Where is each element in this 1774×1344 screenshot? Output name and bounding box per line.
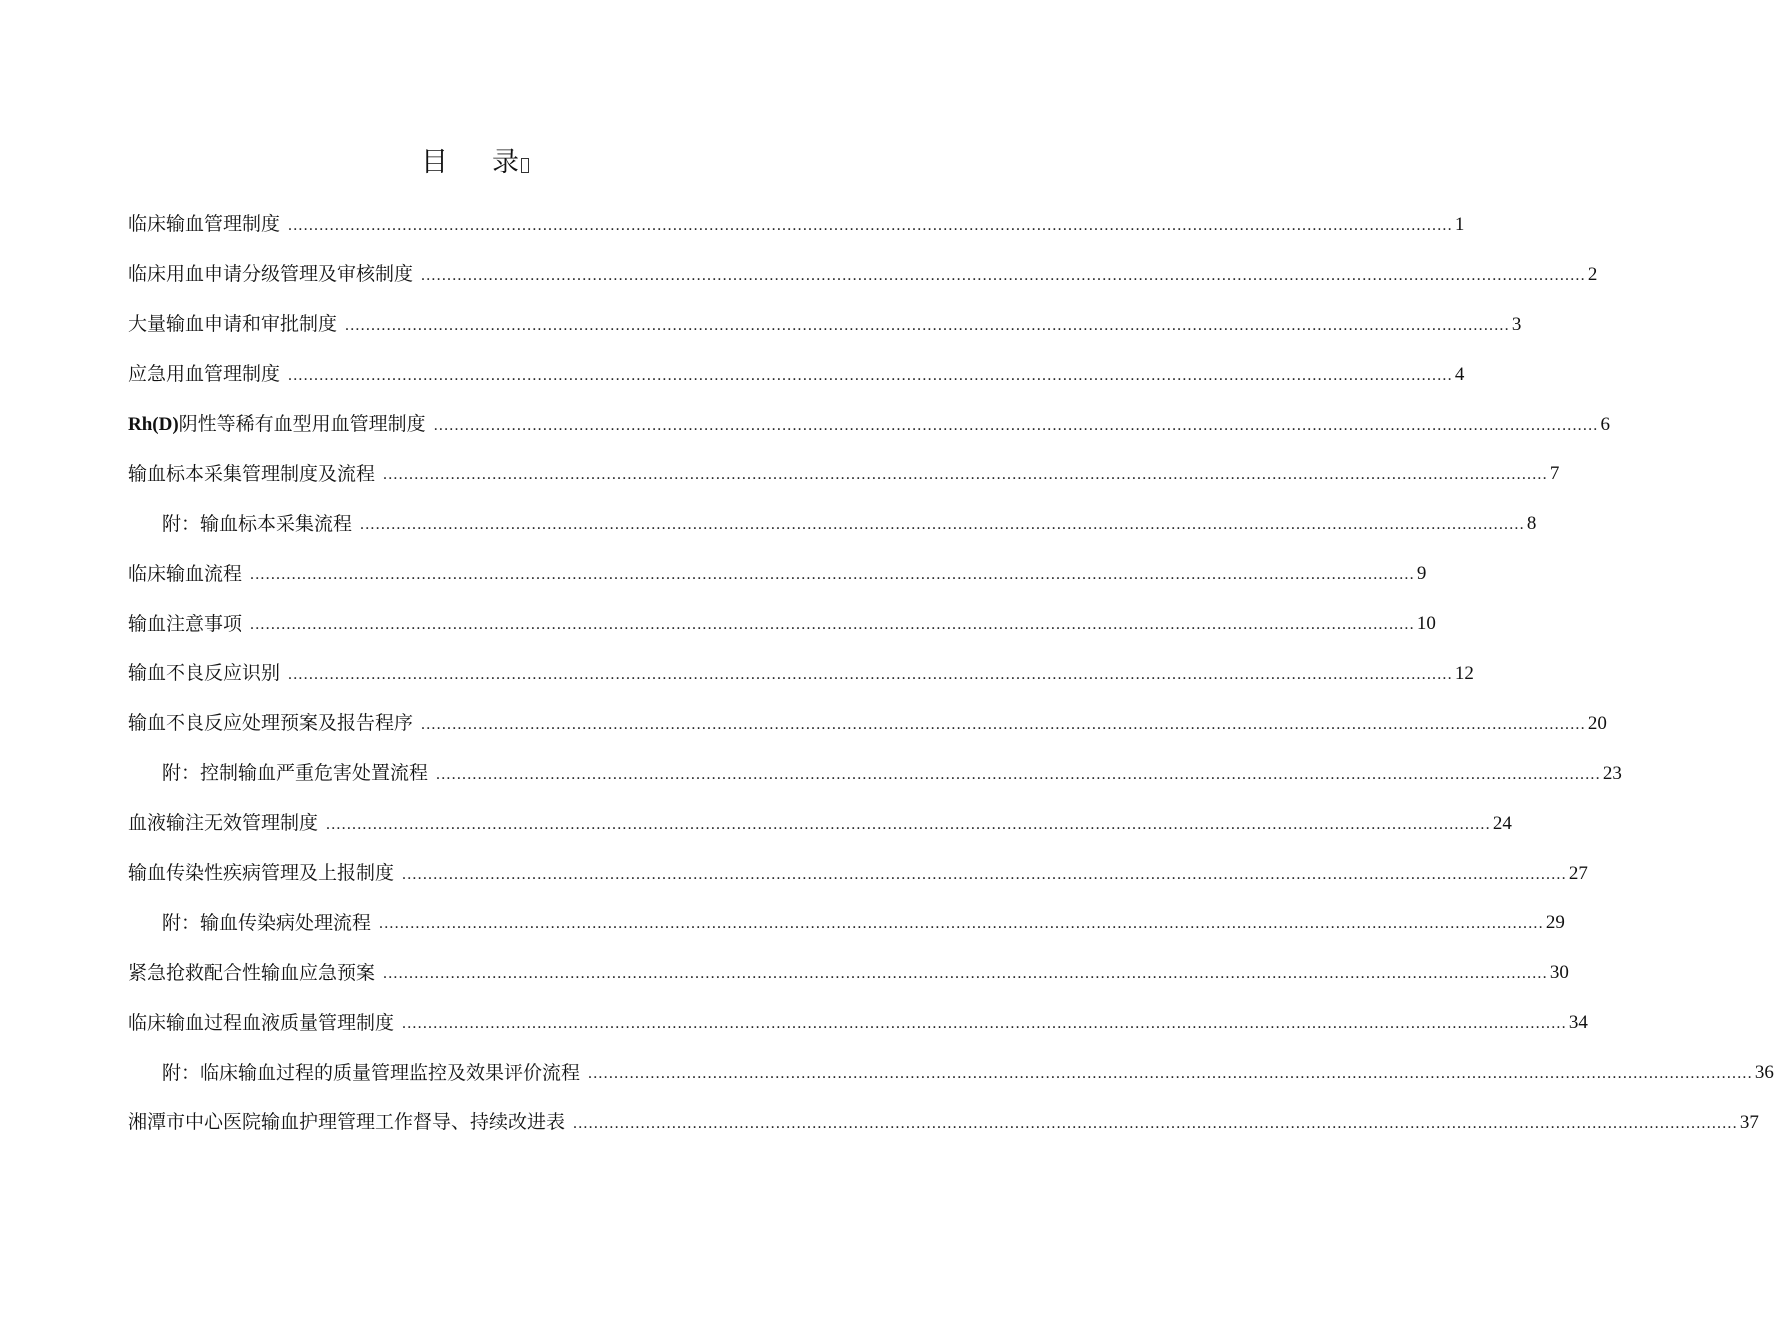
- toc-entry-18[interactable]: [128, 1048, 1774, 1098]
- toc-list: [128, 200, 1774, 1148]
- toc-entry-text: 输血不良反应处理预案及报告程序: [128, 712, 414, 735]
- toc-page-number: 27: [1568, 862, 1588, 884]
- toc-leader-dots: ................................................................................................................................................................................................................................: [288, 665, 1453, 683]
- toc-entry-label: [128, 362, 280, 387]
- toc-page-number: 10: [1416, 613, 1436, 635]
- toc-entry-3[interactable]: [128, 300, 1522, 350]
- toc-page-number: 29: [1545, 912, 1565, 934]
- toc-entry-text: 输血不良反应识别: [128, 662, 281, 685]
- toc-leader-dots: ................................................................................................................................................................................................................................: [421, 715, 1586, 733]
- toc-entry-label: [128, 612, 242, 637]
- toc-entry-text: 临床输血流程: [128, 562, 243, 585]
- toc-leader-dots: ................................................................................................................................................................................................................................: [345, 316, 1510, 334]
- toc-page-number: 3: [1511, 313, 1522, 335]
- toc-leader-dots: ................................................................................................................................................................................................................................: [360, 516, 1525, 534]
- toc-page-number: 12: [1454, 662, 1474, 684]
- toc-leader-dots: ................................................................................................................................................................................................................................: [326, 815, 1491, 833]
- toc-page-number: 1: [1454, 213, 1465, 235]
- toc-title-char-2: 录: [492, 147, 519, 178]
- toc-entry-text: 输血传染性疾病管理及上报制度: [128, 862, 395, 885]
- toc-entry-12[interactable]: [128, 749, 1622, 799]
- toc-entry-14[interactable]: [128, 849, 1588, 899]
- toc-entry-label: [128, 661, 280, 686]
- toc-entry-text: 附：输血传染病处理流程: [162, 911, 372, 934]
- toc-page-number: 23: [1602, 762, 1622, 784]
- toc-entry-19[interactable]: [128, 1098, 1759, 1148]
- toc-leader-dots: ................................................................................................................................................................................................................................: [379, 915, 1544, 933]
- toc-page-number: 24: [1492, 812, 1512, 834]
- toc-page-number: 34: [1568, 1012, 1588, 1034]
- toc-entry-5[interactable]: [128, 400, 1610, 450]
- toc-entry-7[interactable]: [128, 499, 1537, 549]
- toc-page-number: 36: [1754, 1062, 1774, 1084]
- toc-page-number: 9: [1416, 563, 1427, 585]
- toc-leader-dots: ................................................................................................................................................................................................................................: [436, 765, 1601, 783]
- toc-leader-dots: ................................................................................................................................................................................................................................: [383, 965, 1548, 983]
- toc-entry-text: 应急用血管理制度: [128, 363, 281, 386]
- toc-title-char-1: 目: [421, 147, 448, 178]
- toc-entry-8[interactable]: [128, 549, 1427, 599]
- toc-entry-6[interactable]: [128, 449, 1560, 499]
- toc-leader-dots: ................................................................................................................................................................................................................................: [573, 1114, 1738, 1132]
- toc-entry-10[interactable]: [128, 649, 1474, 699]
- toc-leader-dots: ................................................................................................................................................................................................................................: [288, 366, 1453, 384]
- toc-entry-text: 附：临床输血过程的质量管理监控及效果评价流程: [162, 1061, 581, 1084]
- toc-entry-label: [128, 312, 337, 337]
- toc-entry-text: 湘潭市中心医院输血护理管理工作督导、持续改进表: [128, 1111, 566, 1134]
- toc-entry-text: 输血标本采集管理制度及流程: [128, 462, 376, 485]
- toc-entry-label: [128, 562, 242, 587]
- toc-entry-label: [128, 711, 413, 736]
- toc-leader-dots: ................................................................................................................................................................................................................................: [421, 266, 1586, 284]
- toc-entry-label: [128, 212, 280, 237]
- toc-entry-11[interactable]: [128, 699, 1607, 749]
- toc-entry-label: [128, 861, 394, 886]
- toc-entry-label: [162, 1061, 580, 1086]
- placeholder-glyph-icon: [521, 158, 529, 173]
- toc-entry-text: 临床输血过程血液质量管理制度: [128, 1011, 395, 1034]
- toc-page-number: 2: [1587, 263, 1598, 285]
- toc-entry-label: [128, 1011, 394, 1036]
- toc-page-number: 4: [1454, 363, 1465, 385]
- toc-page-number: 6: [1600, 413, 1610, 435]
- toc-entry-label: [162, 512, 352, 537]
- toc-page-number: 20: [1587, 712, 1607, 734]
- toc-entry-text: 大量输血申请和审批制度: [128, 313, 338, 336]
- toc-entry-label: [162, 911, 371, 936]
- toc-entry-13[interactable]: [128, 799, 1512, 849]
- toc-leader-dots: ................................................................................................................................................................................................................................: [250, 616, 1415, 634]
- toc-entry-text: 临床用血申请分级管理及审核制度: [128, 263, 414, 286]
- toc-entry-15[interactable]: [128, 898, 1565, 948]
- toc-page-number: 37: [1739, 1111, 1759, 1133]
- toc-page-number: 7: [1549, 463, 1560, 485]
- toc-entry-1[interactable]: [128, 200, 1465, 250]
- toc-page-number: 8: [1526, 513, 1537, 535]
- toc-entry-text: 血液输注无效管理制度: [128, 812, 319, 835]
- toc-entry-label: [128, 412, 426, 437]
- toc-entry-text: 临床输血管理制度: [128, 213, 281, 236]
- toc-entry-text: 阴性等稀有血型用血管理制度: [178, 413, 426, 435]
- toc-entry-label: [128, 961, 375, 986]
- toc-entry-prefix: Rh(D): [128, 414, 179, 435]
- toc-entry-9[interactable]: [128, 599, 1436, 649]
- toc-entry-text: 附：控制输血严重危害处置流程: [162, 762, 429, 785]
- toc-leader-dots: ................................................................................................................................................................................................................................: [433, 416, 1599, 434]
- toc-title: [0, 140, 950, 179]
- toc-page-number: 30: [1549, 962, 1569, 984]
- toc-entry-label: [162, 761, 428, 786]
- toc-entry-16[interactable]: [128, 948, 1569, 998]
- toc-entry-4[interactable]: [128, 350, 1465, 400]
- toc-entry-17[interactable]: [128, 998, 1588, 1048]
- toc-leader-dots: ................................................................................................................................................................................................................................: [288, 216, 1453, 234]
- toc-leader-dots: ................................................................................................................................................................................................................................: [402, 865, 1567, 883]
- toc-entry-label: [128, 262, 413, 287]
- toc-entry-2[interactable]: [128, 250, 1598, 300]
- toc-entry-label: [128, 1110, 565, 1135]
- toc-entry-text: 输血注意事项: [128, 612, 243, 635]
- toc-leader-dots: ................................................................................................................................................................................................................................: [250, 566, 1415, 584]
- toc-entry-text: 附：输血标本采集流程: [162, 512, 353, 535]
- toc-leader-dots: ................................................................................................................................................................................................................................: [588, 1065, 1753, 1083]
- toc-entry-text: 紧急抢救配合性输血应急预案: [128, 961, 376, 984]
- toc-leader-dots: ................................................................................................................................................................................................................................: [402, 1015, 1567, 1033]
- toc-entry-label: [128, 811, 318, 836]
- toc-entry-label: [128, 462, 375, 487]
- toc-leader-dots: ................................................................................................................................................................................................................................: [383, 466, 1548, 484]
